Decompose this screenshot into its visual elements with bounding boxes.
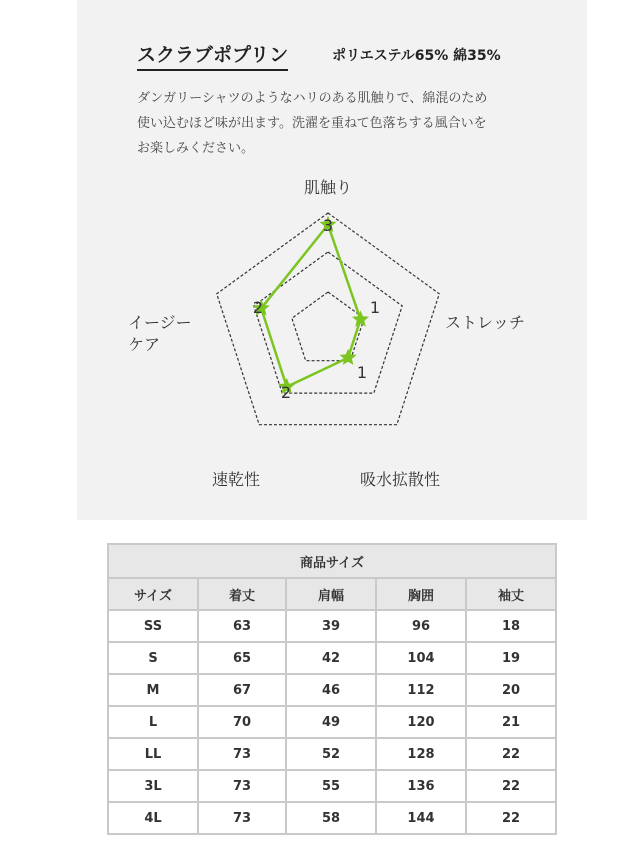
table-cell: L <box>108 706 198 738</box>
radar-point-star <box>340 349 357 365</box>
table-cell: 19 <box>466 642 556 674</box>
table-cell: S <box>108 642 198 674</box>
size-table-header-cell: 肩幅 <box>286 578 376 610</box>
table-cell: 22 <box>466 738 556 770</box>
table-cell: LL <box>108 738 198 770</box>
table-cell: 42 <box>286 642 376 674</box>
size-table-caption: 商品サイズ <box>108 544 556 578</box>
axis-label-stretch: ストレッチ <box>445 313 525 332</box>
table-row <box>108 642 556 674</box>
radar-chart <box>77 0 587 520</box>
table-cell: 67 <box>198 674 286 706</box>
table-cell: 18 <box>466 610 556 642</box>
table-row <box>108 706 556 738</box>
table-cell: 20 <box>466 674 556 706</box>
description-line: ダンガリーシャツのようなハリのある肌触りで、綿混のため <box>137 91 488 106</box>
axis-label-easy-care-line1: イージー <box>128 313 192 332</box>
size-table-header-row <box>108 578 556 610</box>
table-cell: 112 <box>376 674 466 706</box>
axis-label-easy-care-line2: ケア <box>128 335 161 354</box>
scale-label-bottom-left: 2 <box>280 383 292 402</box>
table-cell: 55 <box>286 770 376 802</box>
axis-label-quick-dry: 速乾性 <box>211 470 261 489</box>
size-table-header-cell: 着丈 <box>198 578 286 610</box>
table-cell: 63 <box>198 610 286 642</box>
table-cell: 65 <box>198 642 286 674</box>
table-cell: 73 <box>198 802 286 834</box>
table-cell: 104 <box>376 642 466 674</box>
table-cell: 120 <box>376 706 466 738</box>
table-cell: 39 <box>286 610 376 642</box>
fabric-composition: ポリエステル65% 綿35% <box>332 48 501 64</box>
radar-point-star <box>352 310 369 326</box>
radar-scale-labels <box>253 216 380 402</box>
description-line: 使い込むほど味が出ます。洗濯を重ねて色落ちする風合いを <box>137 116 487 131</box>
table-row <box>108 674 556 706</box>
table-row <box>108 802 556 834</box>
table-row <box>108 610 556 642</box>
table-cell: 58 <box>286 802 376 834</box>
table-cell: 46 <box>286 674 376 706</box>
size-table-header-cell: 袖丈 <box>466 578 556 610</box>
table-cell: 70 <box>198 706 286 738</box>
table-cell: 136 <box>376 770 466 802</box>
scale-label-bottom-right: 1 <box>356 363 368 382</box>
table-cell: 96 <box>376 610 466 642</box>
description-line: お楽しみください。 <box>137 141 255 156</box>
table-cell: 144 <box>376 802 466 834</box>
axis-label-feel: 肌触り <box>303 178 353 197</box>
axis-label-absorbency: 吸水拡散性 <box>359 470 441 489</box>
size-table-body <box>108 610 556 834</box>
scale-label-right: 1 <box>369 298 381 317</box>
table-cell: 49 <box>286 706 376 738</box>
scale-label-left: 2 <box>252 298 264 317</box>
table-cell: SS <box>108 610 198 642</box>
table-cell: 22 <box>466 770 556 802</box>
size-table-header-cell: 胸囲 <box>376 578 466 610</box>
radar-ring <box>254 252 402 393</box>
table-cell: 128 <box>376 738 466 770</box>
table-cell: 3L <box>108 770 198 802</box>
axis-label-easy-care <box>128 313 197 354</box>
table-cell: 73 <box>198 738 286 770</box>
material-panel <box>77 0 587 520</box>
table-cell: 4L <box>108 802 198 834</box>
table-cell: 52 <box>286 738 376 770</box>
scale-label-top: 3 <box>322 216 334 235</box>
table-cell: 22 <box>466 802 556 834</box>
table-row <box>108 738 556 770</box>
size-table <box>107 543 557 835</box>
radar-ring <box>217 213 440 425</box>
table-cell: M <box>108 674 198 706</box>
size-table-header-cell: サイズ <box>108 578 198 610</box>
table-cell: 73 <box>198 770 286 802</box>
radar-rings <box>217 213 440 425</box>
table-cell: 21 <box>466 706 556 738</box>
radar-ring <box>292 292 364 361</box>
fabric-title: スクラブポプリン <box>137 40 288 71</box>
table-row <box>108 770 556 802</box>
